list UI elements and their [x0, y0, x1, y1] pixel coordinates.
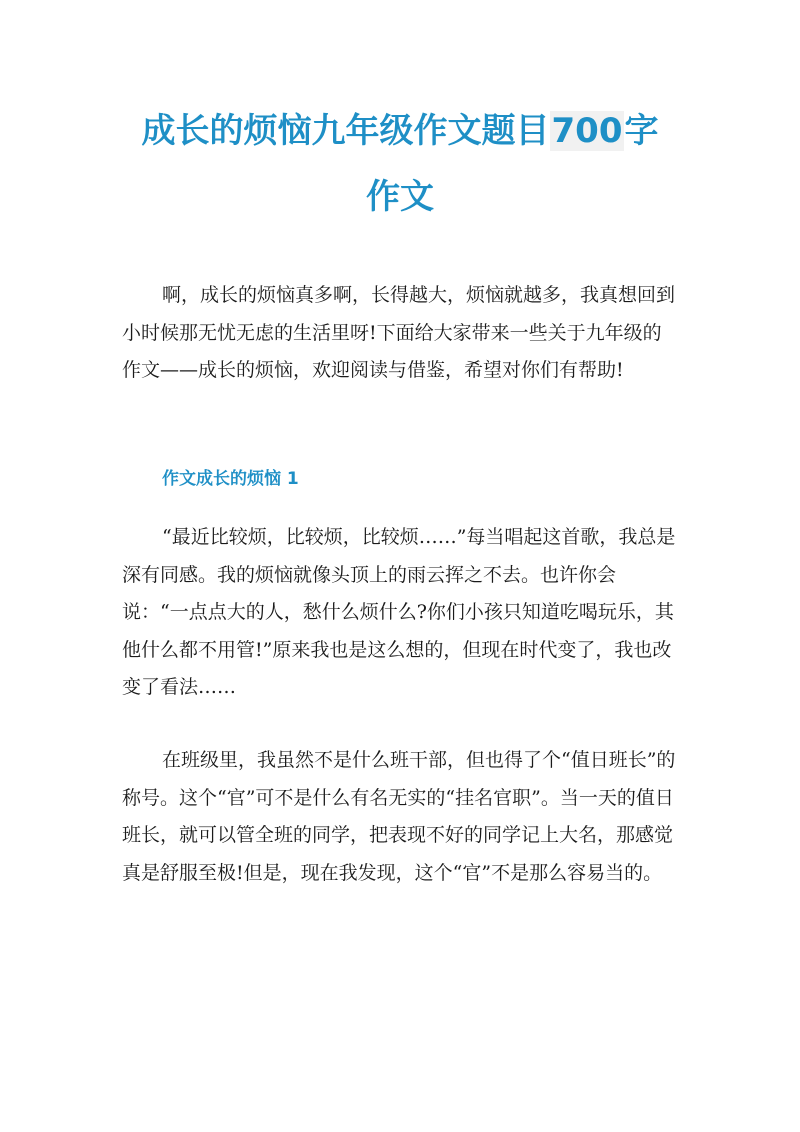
title-text-part2: 字 [624, 111, 659, 151]
title-number: 700 [551, 111, 623, 151]
body-paragraph-3: 在班级里，我虽然不是什么班干部，但也得了个“值日班长”的称号。这个“官”可不是什么有名无实的“挂名官职”。当一天的值日班长，就可以管全班的同学，把表现不好的同学记上大名，那感觉真是舒服至极!但是，现在我发现，这个“官”不是那么容易当的。 [122, 749, 676, 884]
title-text-part1: 成长的烦恼九年级作文题目 [141, 111, 550, 151]
section-heading: 作文成长的烦恼 1 [162, 469, 299, 489]
document-title [100, 98, 700, 230]
intro-paragraph: 啊，成长的烦恼真多啊，长得越大，烦恼就越多，我真想回到小时候那无忧无虑的生活里呀!下面给大家带来一些关于九年级的作文——成长的烦恼，欢迎阅读与借鉴，希望对你们有帮助! [122, 284, 676, 381]
body-paragraph-2: “最近比较烦，比较烦，比较烦……”每当唱起这首歌，我总是深有同感。我的烦恼就像头顶上的雨云挥之不去。也许你会说：“一点点大的人，愁什么烦什么?你们小孩只知道吃喝玩乐，其他什么都不用管!”原来我也是这么想的，但现在时代变了，我也改变了看法…… [122, 526, 676, 698]
title-text-line2: 作文 [366, 177, 434, 217]
